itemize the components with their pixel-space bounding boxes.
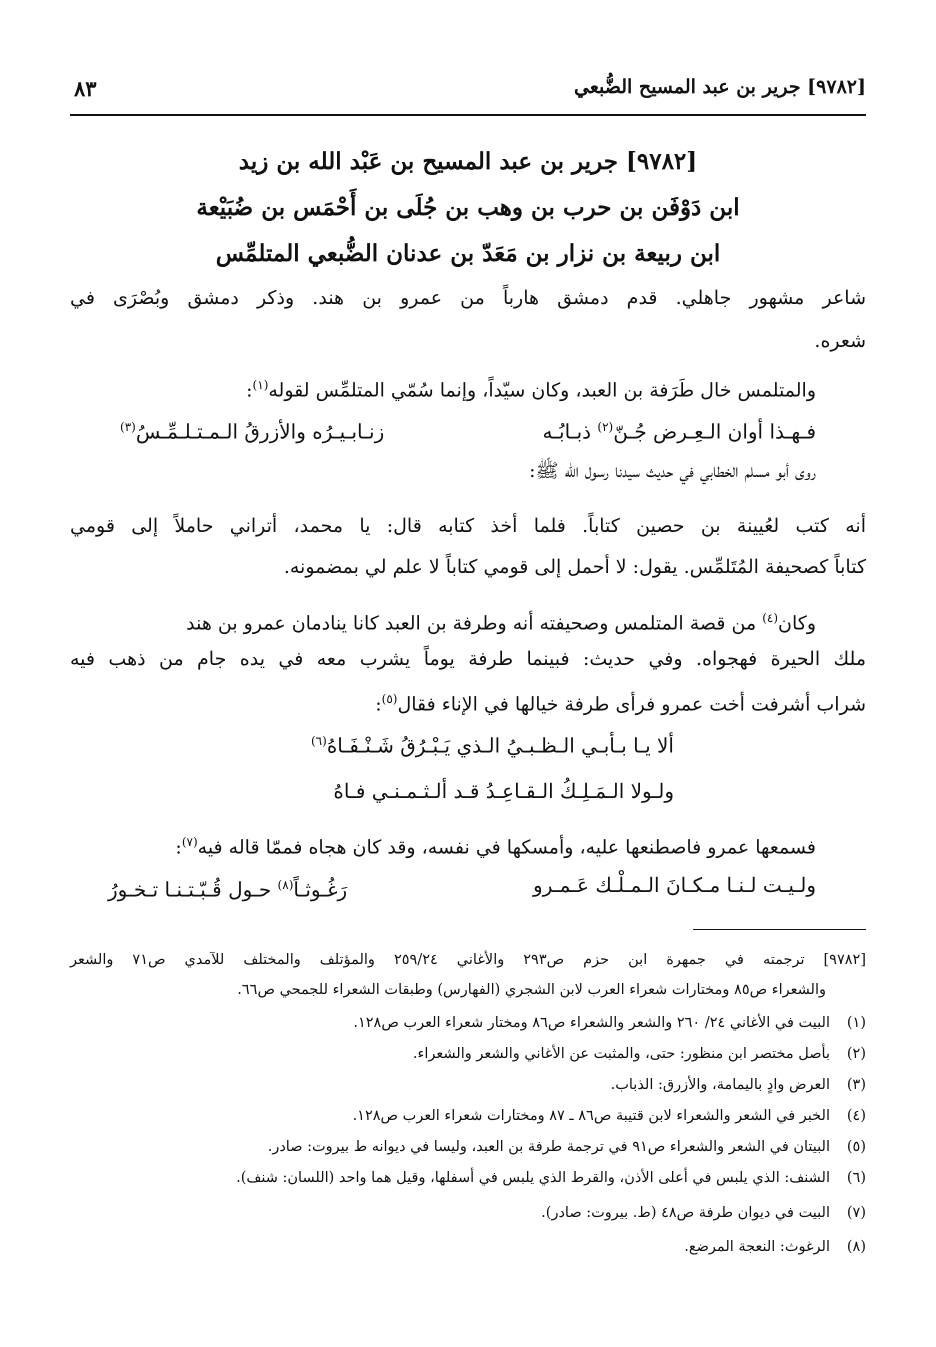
footnote-number: (٨) xyxy=(846,1239,866,1255)
verse-3-first-hemistich: ولـيـت لـنـا مـكـانَ الـمـلْـك عَـمـرو xyxy=(533,873,816,897)
running-title: [٩٧٨٢] جرير بن عبد المسيح الضُّبعي xyxy=(574,76,866,98)
footnote-text: الرغوث: النعجة المرضع. xyxy=(684,1239,830,1255)
footnote-number: (٢) xyxy=(846,1046,866,1062)
footnote-text: البيت في ديوان طرفة ص٤٨ (ط. بيروت: صادر). xyxy=(541,1205,830,1221)
footnote-3 xyxy=(611,1070,866,1100)
footnote-number: (١) xyxy=(846,1015,866,1031)
story-line-1-rest: من قصة المتلمس وصحيفته أنه وطرفة بن العبد كانا ينادمان عمرو بن هند xyxy=(186,612,763,635)
entry-heading-line-2: ابن دَوْفَن بن حرب بن وهب بن جُلَى بن أَحْمَس بن ضُبَيْعة xyxy=(196,194,740,221)
colon-mark: : xyxy=(375,693,382,716)
page-number: ٨٣ xyxy=(74,76,97,101)
footnote-text: الشنف: الذي يلبس في أعلى الأذن، والقرط الذي يلبس في أسفلها، وقيل هما واحد (اللسان: شنف). xyxy=(236,1170,830,1186)
footnote-mark-4: (٤) xyxy=(762,611,779,625)
footnote-text: بأصل مختصر ابن منظور: حتى، والمثبت عن الأغاني والشعر والشعراء. xyxy=(412,1046,830,1062)
entry-heading-line-3: ابن ربيعة بن نزار بن مَعَدّ بن عدنان الضُّبعي المتلمِّس xyxy=(215,240,721,267)
footnote-number: (٦) xyxy=(846,1170,866,1186)
footnote-mark-7: (٧) xyxy=(181,835,198,849)
footnote-mark-1: (١) xyxy=(252,378,269,392)
footnote-text: البيتان في الشعر والشعراء ص٩١ في ترجمة طرفة بن العبد، وليسا في ديوانه ط بيروت: صادر. xyxy=(267,1139,830,1155)
footnote-mark-2: (٢) xyxy=(597,420,614,434)
intro-line-1: شاعر مشهور جاهلي. قدم دمشق هارباً من عمرو بن هند. وذكر دمشق وبُصْرَى في xyxy=(70,287,866,309)
colon-mark: : xyxy=(175,836,182,859)
verse-1-second-hemistich xyxy=(120,408,384,451)
story-line-3-text: شراب أشرفت أخت عمرو فرأى طرفة خيالها في الإناء فقال xyxy=(397,693,866,716)
verse-3-second-hemistich xyxy=(108,866,347,909)
footnote-text: العرض وادٍ باليمامة، والأزرق: الذباب. xyxy=(610,1077,830,1093)
kinship-text: والمتلمس خال طَرَفة بن العبد، وكان سيّداً، وإنما سُمّي المتلمِّس لقوله xyxy=(268,379,816,402)
entry-heading-line-1: [٩٧٨٢] جرير بن عبد المسيح بن عَبْد الله بن زيد xyxy=(238,148,698,175)
footnote-8 xyxy=(684,1232,866,1262)
footnote-4 xyxy=(353,1101,866,1131)
footnote-2 xyxy=(413,1039,866,1069)
footnote-6 xyxy=(236,1163,866,1193)
verse-1-second-text: زنـابـيـرُه والأزرقُ الـمـتـلـمِّـسُ xyxy=(135,419,385,444)
verse-3-second-start: رَغُـوثـاً xyxy=(293,877,348,902)
running-header xyxy=(70,74,866,116)
verse-2-line-1 xyxy=(311,722,674,765)
colon-mark: : xyxy=(246,379,253,402)
story-line-2: ملك الحيرة فهجواه. وفي حديث: فبينما طرفة يوماً يشرب معه في يده جام من ذهب فيه xyxy=(70,648,866,670)
hadith-line-2: كتاباً كصحيفة المُتَلمِّس. يقول: لا أحمل إلى قومي كتاباً لا علم لي بمضمونه. xyxy=(283,556,866,578)
after-verse-text: فسمعها عمرو فاصطنعها عليه، وأمسكها في نفسه، وقد كان هجاه فممّا قاله فيه xyxy=(197,836,816,859)
kinship-line xyxy=(70,366,816,409)
verse-2-line-1-text: ألا يـا بـأبـي الـظـبـيُ الـذي يَـبْـرُقُ شَـنْـفَـاهُ xyxy=(326,733,674,758)
footnote-text: الخبر في الشعر والشعراء لابن قتيبة ص٨٦ ـ ٨٧ ومختارات شعراء العرب ص١٢٨. xyxy=(352,1108,830,1124)
footnote-divider xyxy=(693,929,866,930)
footnote-source-line-1: [٩٧٨٢] ترجمته في جمهرة ابن حزم ص٢٩٣ والأغاني ٢٥٩/٢٤ والمؤتلف والمختلف للآمدي ص٧١ والشعر xyxy=(70,952,866,968)
footnote-1 xyxy=(353,1008,866,1038)
footnote-source-line-2: والشعراء ص٨٥ ومختارات شعراء العرب لابن الشجري (الفهارس) وطبقات الشعراء للجمحي ص٦٦. xyxy=(237,982,826,998)
verse-1-first-text: فـهـذا أوان الـعِـرض جُـنّ xyxy=(613,419,816,444)
story-line-3 xyxy=(70,680,866,723)
story-line-1 xyxy=(70,599,866,642)
verse-1-first-end: ذبـابُـه xyxy=(542,419,598,444)
footnote-mark-5: (٥) xyxy=(381,692,398,706)
verse-1-first-hemistich xyxy=(542,408,816,451)
hadith-intro: روى أبو مسلم الخطابي في حديث سيدنا رسول الله ﷺ: xyxy=(529,460,816,482)
footnote-7 xyxy=(541,1198,866,1228)
footnote-number: (٥) xyxy=(846,1139,866,1155)
footnote-5 xyxy=(268,1132,866,1162)
footnote-mark-6: (٦) xyxy=(310,734,327,748)
verse-2-line-2: ولـولا الـمَـلِـكُ الـقـاعِـدُ قـد ألـثـمـنـي فـاهُ xyxy=(333,779,674,803)
footnote-text: البيت في الأغاني ٢٤/ ٢٦٠ والشعر والشعراء ص٨٦ ومختار شعراء العرب ص١٢٨. xyxy=(353,1015,830,1031)
footnote-mark-3: (٣) xyxy=(120,420,136,434)
hadith-line-1: أنه كتب لعُيينة بن حصين كتاباً. فلما أخذ كتابه قال: يا محمد، أتراني حاملاً إلى قومي xyxy=(70,515,866,537)
footnote-number: (٣) xyxy=(846,1077,866,1093)
footnote-number: (٧) xyxy=(846,1205,866,1221)
footnote-number: (٤) xyxy=(846,1108,866,1124)
footnote-mark-8: (٨) xyxy=(277,878,294,892)
after-verse-line xyxy=(70,823,816,866)
story-line-1-start: وكان xyxy=(778,612,816,635)
intro-line-2: شعره. xyxy=(814,330,866,352)
verse-3-second-end: حـول قُـبّـتـنـا تـخـورُ xyxy=(108,877,278,902)
